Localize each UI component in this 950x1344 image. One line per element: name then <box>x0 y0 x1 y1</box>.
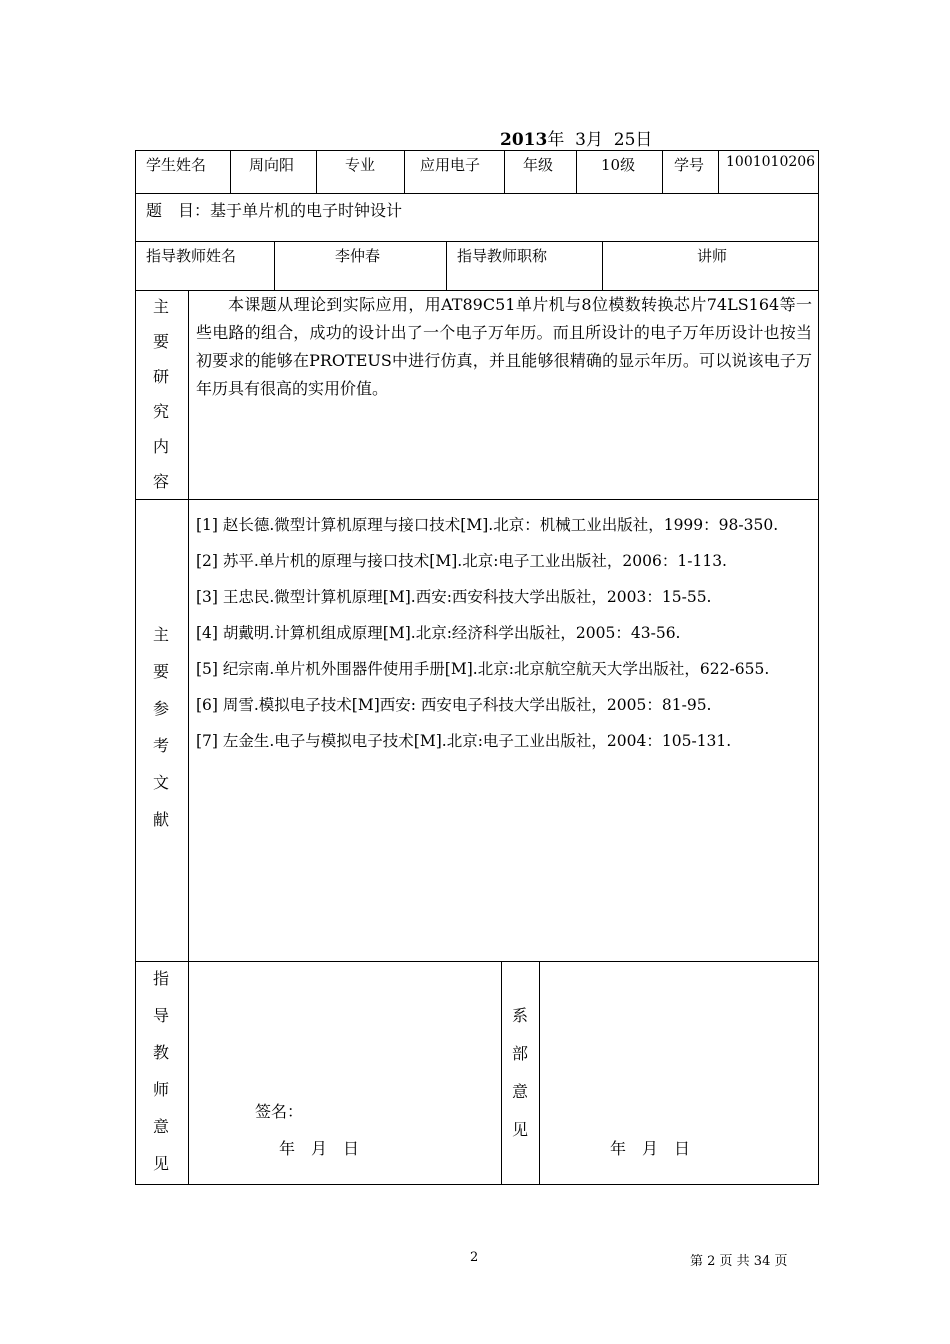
student-id-label-cell <box>662 151 718 193</box>
topic-text: 题 目：基于单片机的电子时钟设计 <box>146 201 403 220</box>
research-row <box>135 291 819 500</box>
grade-label: 年级 <box>523 156 554 174</box>
advisor-title-label: 指导教师职称 <box>457 247 548 265</box>
research-content: 本课题从理论到实际应用，用AT89C51单片机与8位模数转换芯片74LS164等一些电路的组合，成功的设计出了一个电子万年历。而且所设计的电子万年历设计也按当初要求的能够在PROTEUS中进行仿真，并且能够很精确的显示年历。可以说该电子万年历具有很高的实用价值。 <box>196 295 812 398</box>
reference-item: [2] 苏平.单片机的原理与接口技术[M].北京:电子工业出版社，2006：1-113. <box>196 552 727 570</box>
student-name-cell <box>230 151 316 193</box>
topic-row <box>135 194 819 242</box>
footer-page-count: 第 2 页 共 34 页 <box>690 1254 788 1269</box>
student-info-row <box>135 150 819 194</box>
grade-cell <box>576 151 662 193</box>
dept-opinion-date: 年 月 日 <box>610 1139 691 1158</box>
dept-opinion-cell <box>539 962 818 1184</box>
advisor-name: 李仲春 <box>335 247 381 265</box>
major-value: 应用电子 <box>420 156 481 174</box>
date-day-unit: 日 <box>635 130 653 150</box>
reference-item: [4] 胡戴明.计算机组成原理[M].北京:经济科学出版社，2005：43-56. <box>196 624 681 642</box>
task-form-table <box>135 150 819 1185</box>
advisor-opinion-label: 指 导 教 师 意 见 <box>152 969 169 1173</box>
reference-item: [1] 赵长德.微型计算机原理与接口技术[M].北京：机械工业出版社，1999：98-350. <box>196 516 779 534</box>
research-label-cell <box>136 291 188 499</box>
form-date <box>500 125 652 150</box>
date-day: 25 <box>613 130 636 150</box>
date-month-unit: 月 <box>585 130 603 150</box>
student-id-cell <box>718 151 820 193</box>
advisor-title: 讲师 <box>697 247 728 265</box>
date-year-unit: 年 <box>547 130 565 150</box>
reference-item: [6] 周雪.模拟电子技术[M]西安: 西安电子科技大学出版社，2005：81-95. <box>196 696 712 714</box>
references-label: 主 要 参 考 文 献 <box>152 625 169 829</box>
references-row <box>135 500 819 962</box>
advisor-row <box>135 242 819 291</box>
student-name: 周向阳 <box>249 156 295 174</box>
references-label-cell <box>136 500 188 961</box>
advisor-opinion-label-cell <box>136 962 188 1184</box>
student-name-label-cell <box>136 151 230 193</box>
grade-value: 10级 <box>601 156 636 174</box>
reference-item: [7] 左金生.电子与模拟电子技术[M].北京:电子工业出版社，2004：105-131. <box>196 732 732 750</box>
grade-label-cell <box>504 151 576 193</box>
date-month: 3 <box>575 130 586 150</box>
reference-item: [5] 纪宗南.单片机外围器件使用手册[M].北京:北京航空航天大学出版社，622-655. <box>196 660 770 678</box>
advisor-name-label-cell <box>136 242 274 290</box>
advisor-opinion-date: 年 月 日 <box>279 1139 360 1158</box>
advisor-name-label: 指导教师姓名 <box>146 247 237 265</box>
opinion-row <box>135 962 819 1185</box>
student-id: 1001010206 <box>726 154 816 170</box>
advisor-name-cell <box>274 242 446 290</box>
student-id-label: 学号 <box>674 156 705 174</box>
advisor-opinion-cell <box>188 962 501 1184</box>
research-label: 主 要 研 究 内 容 <box>152 297 169 491</box>
major-label-cell <box>316 151 404 193</box>
signature-label: 签名： <box>255 1102 304 1121</box>
student-name-label: 学生姓名 <box>146 156 207 174</box>
reference-item: [3] 王忠民.微型计算机原理[M].西安:西安科技大学出版社，2003：15-55. <box>196 588 712 606</box>
dept-opinion-label: 系 部 意 见 <box>511 1006 528 1139</box>
major-label: 专业 <box>345 156 376 174</box>
date-year: 2013 <box>500 130 548 150</box>
reference-list <box>196 512 812 764</box>
advisor-title-cell <box>602 242 820 290</box>
footer-page-number: 2 <box>470 1250 479 1265</box>
dept-opinion-label-cell <box>501 962 539 1184</box>
advisor-title-label-cell <box>446 242 602 290</box>
major-cell <box>404 151 504 193</box>
